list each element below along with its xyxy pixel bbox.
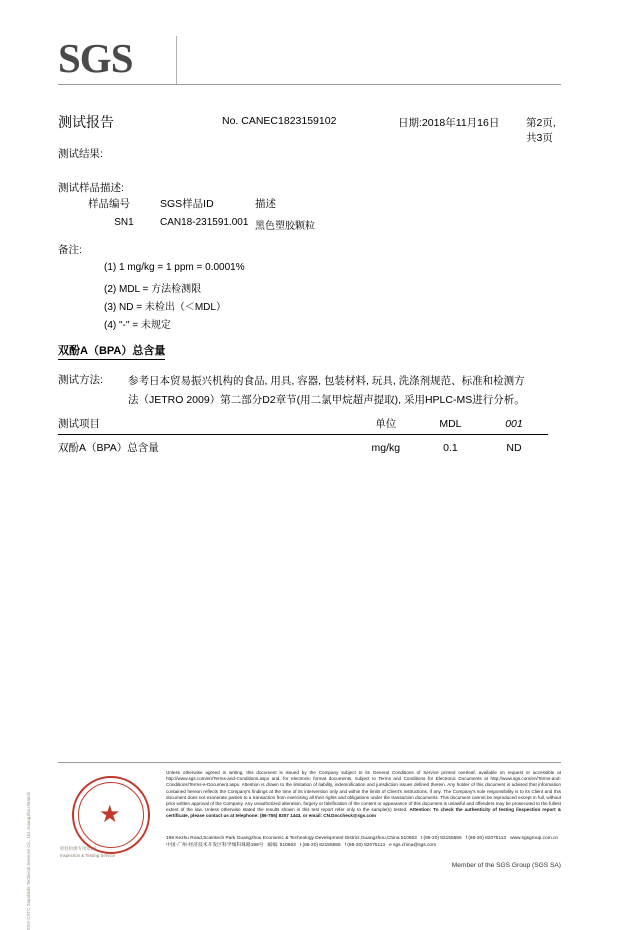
result-value-001: ND xyxy=(506,441,522,454)
footer-address xyxy=(166,835,561,849)
page-indicator: 第2页,共3页 xyxy=(526,117,556,144)
header-rule xyxy=(58,84,561,85)
note-item: (4) "-" = 未规定 xyxy=(104,320,171,331)
sample-col-desc: 描述 xyxy=(255,198,276,210)
result-col-unit: 单位 xyxy=(351,416,421,435)
method-line-1: 参考日本贸易振兴机构的食品, 用具, 容器, 包装材料, 玩具, 洗涤剂规范、标准和检测方 xyxy=(128,375,525,387)
result-col-mdl: MDL xyxy=(421,416,480,435)
result-unit: mg/kg xyxy=(371,441,401,454)
disclaimer-attention: Attention: To check the authenticity of testing /inspection report & certificate, please contact us at telephone: (86-755) 8307 1443, or email: CN.Doccheck@sgs.com xyxy=(166,807,562,819)
table-row xyxy=(88,217,395,232)
method-body xyxy=(128,372,548,410)
address-email: e sgs.china@sgs.com xyxy=(389,843,437,848)
table-header-row xyxy=(88,196,395,217)
table-header-row xyxy=(58,416,548,435)
result-mdl: 0.1 xyxy=(443,441,458,454)
address-tel-en: t (86-20) 82155555 xyxy=(420,836,462,841)
address-zip-cn: 邮编: 510663 xyxy=(267,843,296,848)
address-row-en xyxy=(166,835,561,842)
sample-description-label: 测试样品描述: xyxy=(58,182,124,194)
sample-no: SN1 xyxy=(114,217,134,228)
footer-disclaimer xyxy=(166,770,561,820)
disclaimer-text: Unless otherwise agreed in writing, this document is issued by the Company subject to its General Conditions of Service printed overleaf, available on request or accessible at http://www.sgs.com/en/Terms-and-Conditions.aspx and, for electronic format documents, subject to Terms and Conditions for Electronic Documents at http://www.sgs.com/en/Terms-and-Conditions/Terms-e-Document.aspx. Attention is drawn to the limitation of liability, indemnification and jurisdiction issues defined therein. Any holder of this document is advised that information contained hereon reflects the Company's findings at the time of its intervention only and within the limits of Client's instructions, if any. The Company's sole responsibility is to its Client and this document does not exonerate parties to a transaction from exercising all their rights and obligations under the transaction documents. This document cannot be reproduced except in full, without prior written approval of the Company. Any unauthorized alteration, forgery or falsification of the content or appearance of this document is unlawful and offenders may be prosecuted to the fullest extent of the law. Unless otherwise stated the results shown in this test report refer only to the sample(s) tested. xyxy=(166,770,561,813)
member-note: Member of the SGS Group (SGS SA) xyxy=(451,862,561,869)
page-title: 测试报告 xyxy=(58,114,114,130)
method-line-2: 法（JETRO 2009）第二部分D2章节(用二氯甲烷超声提取), 采用HPLC-MS进行分析。 xyxy=(128,394,525,406)
address-web: www.sgsgroup.com.cn xyxy=(510,836,559,841)
logo-divider xyxy=(176,36,177,84)
sample-table xyxy=(88,196,395,232)
result-table xyxy=(58,416,548,455)
table-row xyxy=(58,435,548,456)
address-cn: 中国·广州·经济技术开发区科学城科珠路198号 xyxy=(166,843,264,848)
result-col-sample-001: 001 xyxy=(480,416,548,435)
notes-label: 备注: xyxy=(58,244,82,256)
official-stamp: ★ 检验检测专用章(4) Inspection & Testing Service xyxy=(60,774,164,856)
note-item: (1) 1 mg/kg = 1 ppm = 0.0001% xyxy=(104,262,245,273)
address-row-cn xyxy=(166,842,561,849)
stamp-label-en: Inspection & Testing Service xyxy=(60,853,116,858)
note-item: (2) MDL = 方法检测限 xyxy=(104,284,202,295)
address-tel-cn: t (86-20) 82155555 xyxy=(299,843,341,848)
title-row xyxy=(58,112,561,144)
report-number: No. CANEC1823159102 xyxy=(222,115,337,127)
sgs-logo-text: SGS xyxy=(58,35,133,81)
lab-side-text: SGS-CSTC Standards Technical Services Co., Ltd. Guangzhou Branch xyxy=(26,792,31,930)
result-item-name: 双酚A（BPA）总含量 xyxy=(58,442,159,454)
method-label: 测试方法: xyxy=(58,374,103,386)
result-col-item: 测试项目 xyxy=(58,416,351,435)
sample-desc: 黑色塑胶颗粒 xyxy=(255,221,315,232)
sgs-logo xyxy=(58,36,178,82)
footer-rule xyxy=(58,762,561,763)
address-fax-en: f (86-20) 82075113 xyxy=(465,836,507,841)
stamp-label-cn: 检验检测专用章(4) xyxy=(60,846,97,851)
sample-col-no: 样品编号 xyxy=(88,198,130,210)
section-heading: 双酚A（BPA）总含量 xyxy=(58,344,165,360)
address-en: 198 Kezhu Road,Scientech Park Guangzhou Economic & Technology Development District,Guangzhou,China 510663 xyxy=(166,836,417,841)
sample-col-id: SGS样品ID xyxy=(160,198,214,210)
report-date: 日期:2018年11月16日 xyxy=(398,117,500,129)
address-fax-cn: f (86-20) 82075113 xyxy=(344,843,386,848)
note-item: (3) ND = 未检出（＜MDL） xyxy=(104,302,226,313)
results-label: 测试结果: xyxy=(58,148,103,160)
sample-id: CAN18-231591.001 xyxy=(160,217,249,228)
